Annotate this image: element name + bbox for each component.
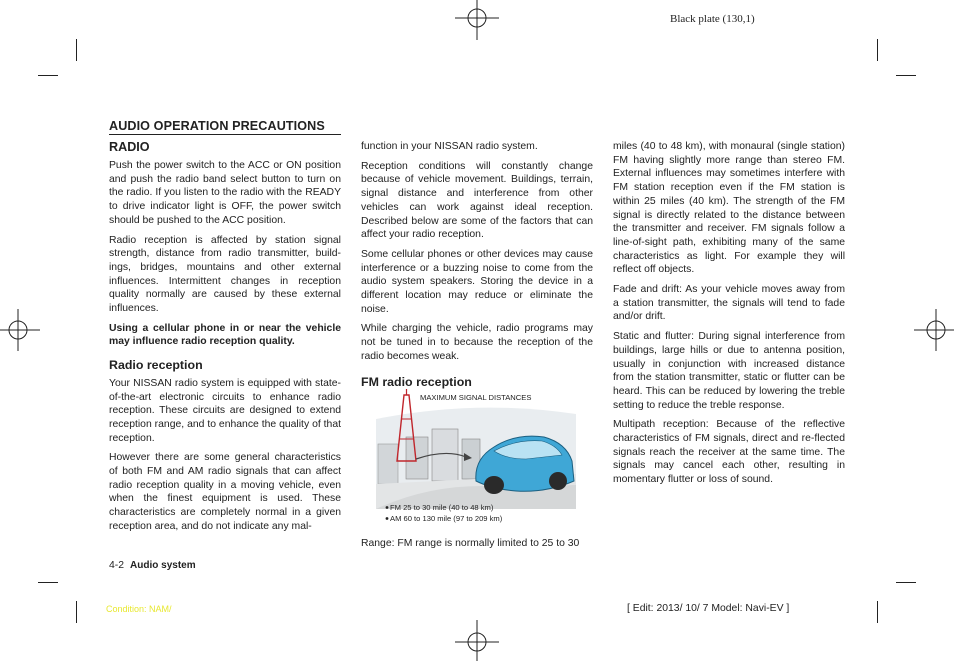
am-range-label: AM 60 to 130 mile (97 to 209 km) [390, 514, 503, 523]
registration-mark [914, 309, 954, 351]
subheading-radio-reception: Radio reception [109, 358, 203, 373]
subheading-fm-radio-reception: FM radio reception [361, 374, 472, 389]
signal-distance-illustration [376, 389, 576, 525]
paragraph: Fade and drift: As your vehicle moves away from a station transmitter, the signals will tend to fade and/or drift. [613, 284, 845, 323]
column-1 [109, 159, 341, 540]
registration-mark [0, 309, 40, 351]
registration-mark [455, 0, 499, 42]
radio-heading: RADIO [109, 140, 150, 154]
crop-mark [38, 582, 58, 583]
paragraph: Static and flutter: During signal interference from buildings, large hills or due to antenna position, usually in conjunction with increased distance from the station transmitter, static or flutter can be heard. This can be reduced by lowering the treble setting to reduce the treble response. [613, 331, 845, 411]
paragraph: Some cellular phones or other devices may cause interference or a buzzing noise to come from the audio system speakers. Storing the device in a different location may reduce or eliminate the noise. [361, 248, 593, 315]
crop-mark [76, 601, 77, 623]
plate-label: Black plate (130,1) [670, 13, 755, 25]
condition-label: Condition: NAM/ [106, 604, 172, 614]
page-footer [109, 560, 196, 571]
crop-mark [896, 582, 916, 583]
paragraph: miles (40 to 48 km), with monaural (single station) FM having slightly more range than stereo FM. External influences may sometimes interfere with FM station reception even if the FM station is within 25 miles (40 km). The strength of the FM signal is directly related to the distance between the transmitter and receiver. FM signals follow a line-of-sight path, exhibiting many of the same characteristics as light. For example they will reflect off objects. [613, 141, 845, 276]
edit-info: [ Edit: 2013/ 10/ 7 Model: Navi-EV ] [627, 603, 790, 614]
crop-mark [38, 75, 58, 76]
paragraph: Radio reception is affected by station signal strength, distance from radio transmitter, build-ings, bridges, mountains and other external influences. Intermittent changes in reception quality normally are caused by these external influences. [109, 234, 341, 315]
paragraph: Multipath reception: Because of the reflective characteristics of FM signals, direct and re-flected signals reach the receiver at the same time. The signals may cancel each other, resulting in momentary flutter or loss of sound. [613, 419, 845, 486]
crop-mark [896, 75, 916, 76]
crop-mark [877, 601, 878, 623]
main-heading: AUDIO OPERATION PRECAUTIONS [109, 119, 341, 135]
paragraph: While charging the vehicle, radio programs may not be tuned in to because the reception of the radio becomes weak. [361, 323, 593, 362]
note: Using a cellular phone in or near the vehicle may influence radio reception quality. [109, 322, 341, 348]
paragraph: Reception conditions will constantly change because of vehicle movement. Buildings, terrain, signal distance and interference from other vehicles can work against ideal reception. Described below are some of the factors that can affect your radio reception. [361, 160, 593, 241]
paragraph: function in your NISSAN radio system. [361, 141, 538, 152]
crop-mark [76, 39, 77, 61]
figure-title: MAXIMUM SIGNAL DISTANCES [420, 393, 532, 402]
paragraph: Push the power switch to the ACC or ON position and push the radio band select button to turn on the radio. If you listen to the radio with the READY to drive indicator light is OFF, the power switch should be pushed to the ACC position. [109, 160, 341, 226]
figure-caption: Range: FM range is normally limited to 25 to 30 [361, 538, 580, 549]
registration-mark [455, 620, 499, 661]
column-2 [361, 140, 593, 393]
section-name: Audio system [130, 560, 196, 571]
column-3 [613, 140, 845, 493]
fm-range-label: FM 25 to 30 mile (40 to 48 km) [390, 503, 494, 512]
page-number: 4-2 [109, 560, 125, 571]
paragraph: Your NISSAN radio system is equipped with state-of-the-art electronic circuits to enhance radio reception. These circuits are designed to extend reception range, and to enhance the quality of that reception. [109, 377, 341, 444]
paragraph: However there are some general characteristics of both FM and AM radio signals that can affect radio reception quality in a moving vehicle, even when the finest equipment is used. These characteristics are completely normal in a given reception area, and do not indicate any mal- [109, 452, 341, 532]
crop-mark [877, 39, 878, 61]
